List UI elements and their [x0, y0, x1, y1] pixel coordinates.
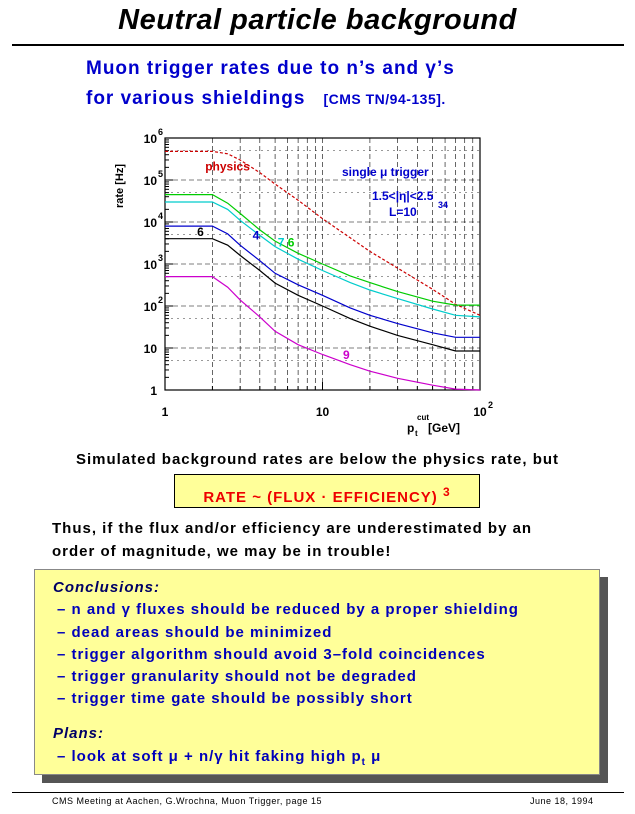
conclusion-item: – dead areas should be minimized [57, 624, 333, 641]
footer-left: CMS Meeting at Aachen, G.Wrochna, Muon Trigger, page 15 [52, 796, 322, 806]
y-axis-title: rate [Hz] [114, 163, 126, 209]
y-tick-label: 10 [143, 258, 157, 272]
plans-item-sub: t [361, 757, 366, 768]
formula-box [174, 474, 480, 508]
luminosity-annotation: L=10 [389, 205, 417, 219]
series-label-part: 6 [284, 235, 295, 250]
series-label: physics [205, 159, 250, 174]
formula-exponent: 3 [442, 485, 451, 499]
trigger-annotation: single μ trigger [342, 165, 429, 179]
x-axis-title-sup: cut [417, 413, 429, 422]
paragraph-line-2: order of magnitude, we may be in trouble! [52, 543, 392, 560]
y-tick-label: 10 [143, 132, 157, 146]
x-tick-label: 1 [161, 405, 169, 419]
formula-text: RATE ~ (FLUX · EFFICIENCY) [203, 489, 438, 506]
x-axis-title-sub: t [415, 429, 418, 438]
x-tick-label: 10 [473, 405, 487, 419]
plans-item-text: – look at soft μ + n/γ hit faking high p [57, 748, 362, 765]
page-title: Neutral particle background [118, 4, 517, 36]
x-tick-exponent: 2 [488, 400, 494, 410]
plans-item [57, 748, 381, 768]
subtitle-line-1: Muon trigger rates due to n’s and γ’s [86, 58, 455, 79]
x-axis-title: p [407, 421, 415, 435]
x-tick-label: 10 [315, 405, 330, 419]
y-tick-label: 1 [150, 384, 157, 398]
y-tick-label: 10 [143, 216, 157, 230]
y-tick-exponent: 3 [158, 253, 164, 263]
footer-rule [12, 792, 624, 793]
conclusion-item: – n and γ fluxes should be reduced by a proper shielding [57, 601, 519, 618]
plans-heading: Plans: [53, 725, 105, 742]
conclusion-item: – trigger granularity should not be degraded [57, 668, 417, 685]
y-tick-exponent: 2 [158, 295, 164, 305]
conclusion-item: – trigger time gate should be possibly short [57, 690, 413, 707]
series-label: 9 [343, 347, 350, 362]
y-tick-exponent: 5 [158, 169, 164, 179]
series-label: 4 [252, 228, 260, 243]
caption: Simulated background rates are below the physics rate, but [75, 451, 560, 468]
x-axis-title-unit: [GeV] [428, 421, 461, 435]
plans-item-tail: μ [365, 748, 382, 765]
series-label-pair [278, 236, 295, 250]
paragraph-line-1: Thus, if the flux and/or efficiency are underestimated by an [52, 520, 533, 537]
y-tick-exponent: 6 [158, 127, 164, 137]
reference-citation: [CMS TN/94-135]. [323, 91, 446, 107]
eta-annotation: 1.5<|η|<2.5 [372, 189, 434, 203]
y-tick-label: 10 [143, 174, 157, 188]
footer-date: June 18, 1994 [530, 796, 594, 806]
series-label-part: 7 [277, 235, 285, 250]
series-label: 6 [197, 224, 204, 239]
luminosity-exponent: 34 [438, 200, 449, 210]
y-tick-exponent: 4 [158, 211, 164, 221]
conclusion-item: – trigger algorithm should avoid 3–fold coincidences [57, 646, 486, 663]
y-tick-label: 10 [143, 300, 157, 314]
subtitle-line-2-text: for various shieldings [86, 88, 306, 109]
conclusions-heading: Conclusions: [53, 579, 161, 596]
y-tick-label: 10 [143, 342, 157, 356]
